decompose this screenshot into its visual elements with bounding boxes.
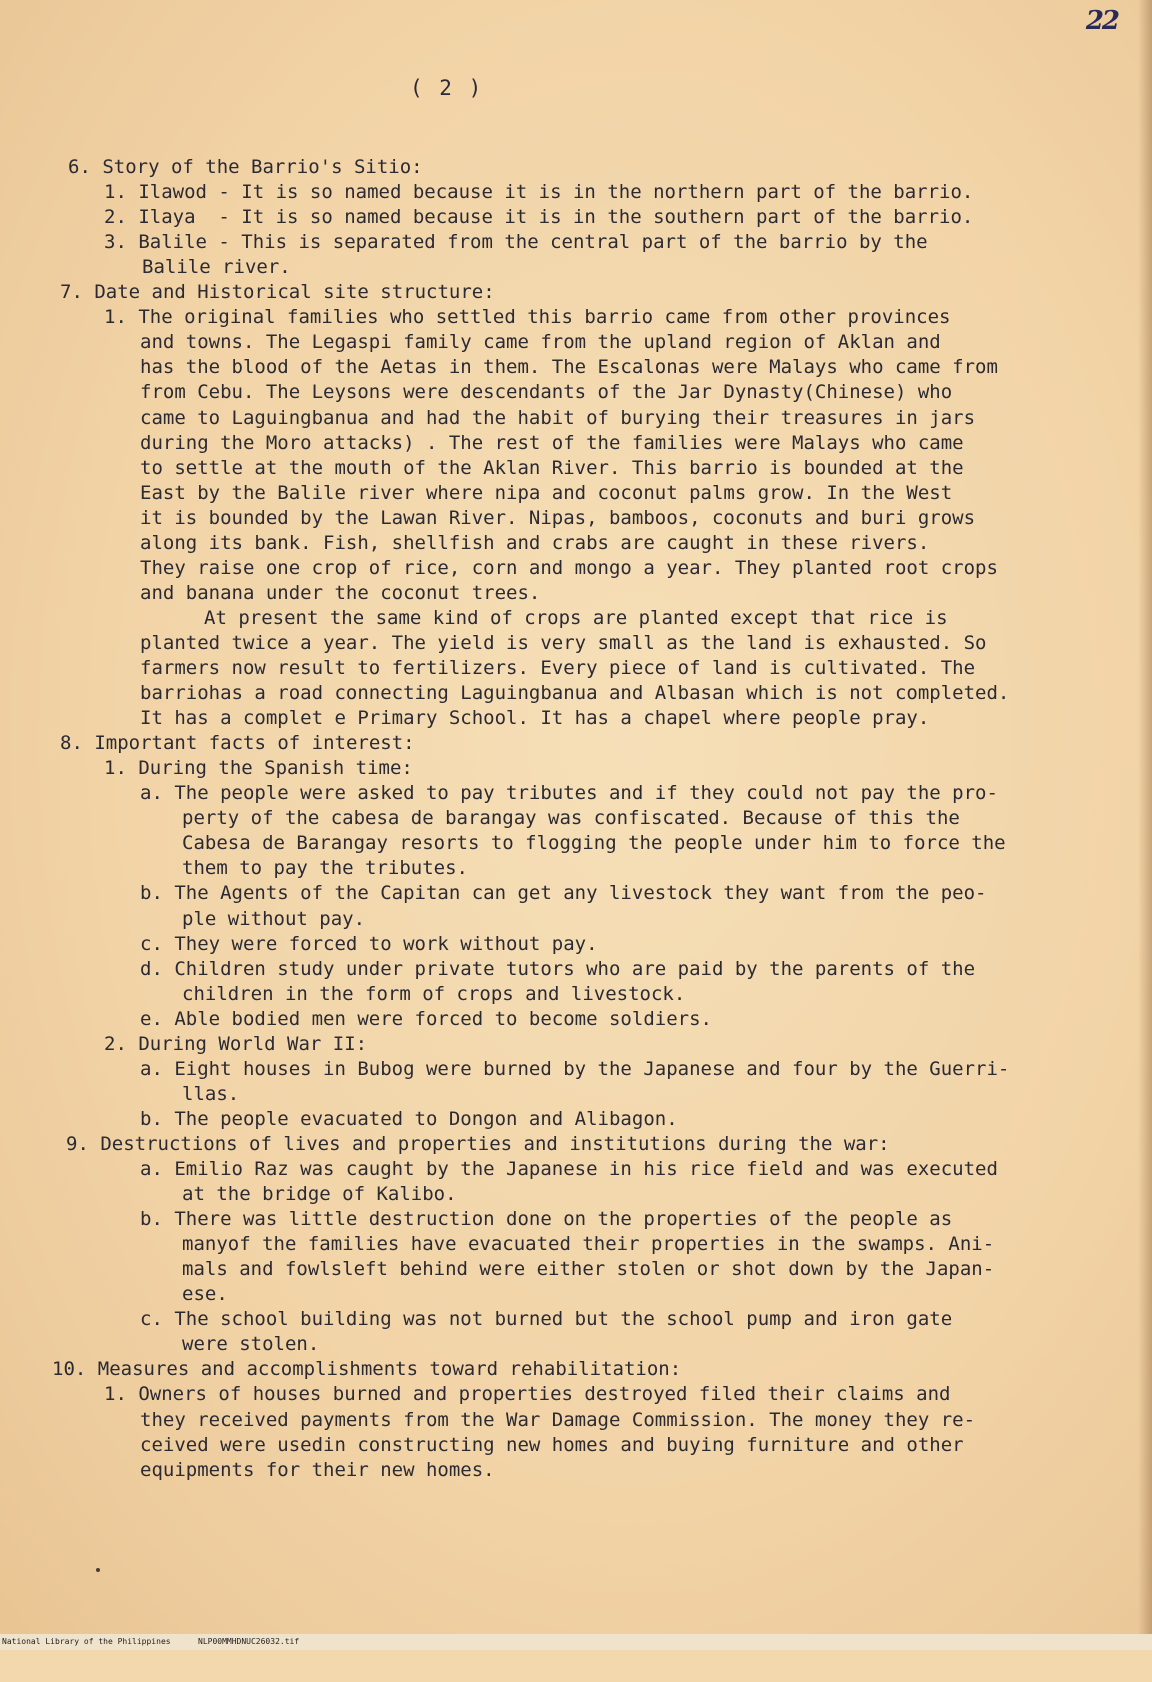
text-line: to settle at the mouth of the Aklan River. This barrio is bounded at the xyxy=(140,457,964,479)
text-line: 1. Owners of houses burned and properties destroyed filed their claims and xyxy=(104,1383,951,1405)
text-line: during the Moro attacks) . The rest of the families were Malays who came xyxy=(140,432,964,454)
text-line: them to pay the tributes. xyxy=(182,857,468,879)
text-line: a. The people were asked to pay tributes and if they could not pay the pro- xyxy=(140,782,998,804)
text-line: d. Children study under private tutors who are paid by the parents of the xyxy=(140,958,976,980)
text-line: e. Able bodied men were forced to become soldiers. xyxy=(140,1008,712,1030)
text-line: ceived were usedin constructing new homes and buying furniture and other xyxy=(140,1434,964,1456)
text-line: Balile river. xyxy=(142,256,291,278)
text-line: they received payments from the War Damage Commission. The money they re- xyxy=(140,1409,976,1431)
text-line: perty of the cabesa de barangay was confiscated. Because of this the xyxy=(182,807,960,829)
text-line: ple without pay. xyxy=(182,908,366,930)
text-line: ese. xyxy=(182,1283,228,1305)
text-line: b. The Agents of the Capitan can get any livestock they want from the peo- xyxy=(140,882,987,904)
text-line: b. The people evacuated to Dongon and Alibagon. xyxy=(140,1108,678,1130)
text-line: were stolen. xyxy=(182,1333,320,1355)
text-line: 6. Story of the Barrio's Sitio: xyxy=(68,156,423,178)
text-line: 7. Date and Historical site structure: xyxy=(60,281,495,303)
text-line: llas. xyxy=(182,1083,240,1105)
text-line: manyof the families have evacuated their properties in the swamps. Ani- xyxy=(182,1233,995,1255)
text-line: planted twice a year. The yield is very small as the land is exhausted. So xyxy=(140,632,987,654)
text-line: came to Laguingbanua and had the habit of burying their treasures in jars xyxy=(140,407,976,429)
text-line: a. Eight houses in Bubog were burned by the Japanese and four by the Guerri- xyxy=(140,1058,1010,1080)
text-line: At present the same kind of crops are planted except that rice is xyxy=(204,607,948,629)
text-line: farmers now result to fertilizers. Every piece of land is cultivated. The xyxy=(140,657,976,679)
text-line: equipments for their new homes. xyxy=(140,1459,495,1481)
page-number: ( 2 ) xyxy=(410,76,484,100)
text-line: 2. During World War II: xyxy=(104,1033,368,1055)
folio-mark: 22 xyxy=(1085,6,1118,36)
text-line: has the blood of the Aetas in them. The Escalonas were Malays who came from xyxy=(140,356,998,378)
text-line: East by the Balile river where nipa and coconut palms grow. In the West xyxy=(140,482,953,504)
text-line: mals and fowlsleft behind were either stolen or shot down by the Japan- xyxy=(182,1258,995,1280)
text-line: along its bank. Fish, shellfish and crabs are caught in these rivers. xyxy=(140,532,930,554)
footer-file: NLP00MMHDNUC26032.tif xyxy=(198,1637,300,1646)
text-line: c. They were forced to work without pay. xyxy=(140,933,598,955)
text-line: at the bridge of Kalibo. xyxy=(182,1183,457,1205)
text-line: children in the form of crops and livestock. xyxy=(182,983,686,1005)
text-line: 8. Important facts of interest: xyxy=(60,732,415,754)
text-line: 9. Destructions of lives and properties and institutions during the war: xyxy=(66,1133,890,1155)
text-line: 10. Measures and accomplishments toward rehabilitation: xyxy=(52,1358,682,1380)
text-line: b. There was little destruction done on the properties of the people as xyxy=(140,1208,953,1230)
text-line: from Cebu. The Leysons were descendants of the Jar Dynasty(Chinese) who xyxy=(140,381,953,403)
text-line: c. The school building was not burned but the school pump and iron gate xyxy=(140,1308,953,1330)
text-line: and towns. The Legaspi family came from the upland region of Aklan and xyxy=(140,331,941,353)
text-line: 1. Ilawod - It is so named because it is in the northern part of the barrio. xyxy=(104,181,974,203)
ink-spot xyxy=(96,1568,100,1572)
paper-edge-shadow xyxy=(1138,0,1152,1650)
text-line: Cabesa de Barangay resorts to flogging the people under him to force the xyxy=(182,832,1006,854)
text-line: 1. The original families who settled this barrio came from other provinces xyxy=(104,306,951,328)
text-line: 3. Balile - This is separated from the central part of the barrio by the xyxy=(104,231,928,253)
text-line: a. Emilio Raz was caught by the Japanese in his rice field and was executed xyxy=(140,1158,998,1180)
text-line: barriohas a road connecting Laguingbanua and Albasan which is not completed. xyxy=(140,682,1010,704)
text-line: 1. During the Spanish time: xyxy=(104,757,413,779)
text-line: 2. Ilaya - It is so named because it is in the southern part of the barrio. xyxy=(104,206,974,228)
scan-footer xyxy=(0,1634,1152,1650)
text-line: it is bounded by the Lawan River. Nipas, bamboos, coconuts and buri grows xyxy=(140,507,976,529)
footer-library: National Library of the Philippines xyxy=(2,1637,171,1646)
text-line: They raise one crop of rice, corn and mongo a year. They planted root crops xyxy=(140,557,998,579)
text-line: and banana under the coconut trees. xyxy=(140,582,541,604)
text-line: It has a complet e Primary School. It has a chapel where people pray. xyxy=(140,707,930,729)
